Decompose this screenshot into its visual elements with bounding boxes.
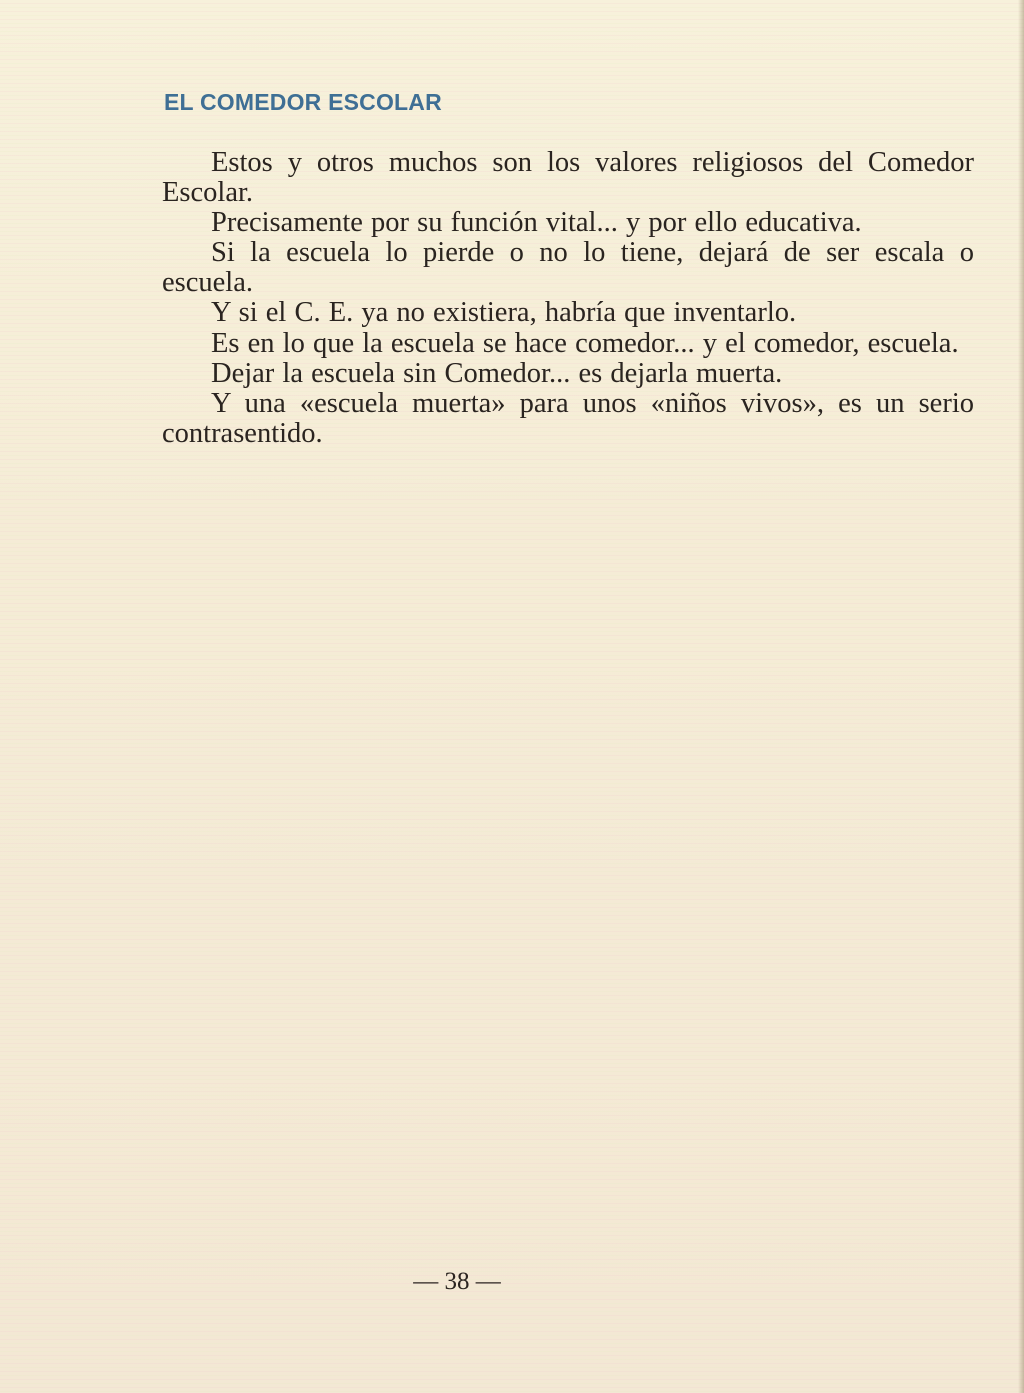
paragraph: Precisamente por su función vital... y por ello educativa. xyxy=(211,207,862,239)
page-edge-shadow xyxy=(1018,0,1024,1393)
paragraph: Si la escuela lo pierde o no lo tiene, dejará de ser escala o escuela. xyxy=(162,237,974,299)
paragraph: Y una «escuela muerta» para unos «niños vivos», es un serio contrasentido. xyxy=(162,387,974,449)
paragraph: Dejar la escuela sin Comedor... es dejarla muerta. xyxy=(211,357,783,389)
page-number: — 38 — xyxy=(413,1268,501,1295)
body-text xyxy=(162,148,974,449)
paragraph: Es en lo que la escuela se hace comedor... y el comedor, escuela. xyxy=(211,327,959,359)
paragraph: Estos y otros muchos son los valores religiosos del Comedor Escolar. xyxy=(162,147,974,209)
running-header: EL COMEDOR ESCOLAR xyxy=(164,89,442,115)
paragraph: Y si el C. E. ya no existiera, habría que inventarlo. xyxy=(211,297,797,329)
